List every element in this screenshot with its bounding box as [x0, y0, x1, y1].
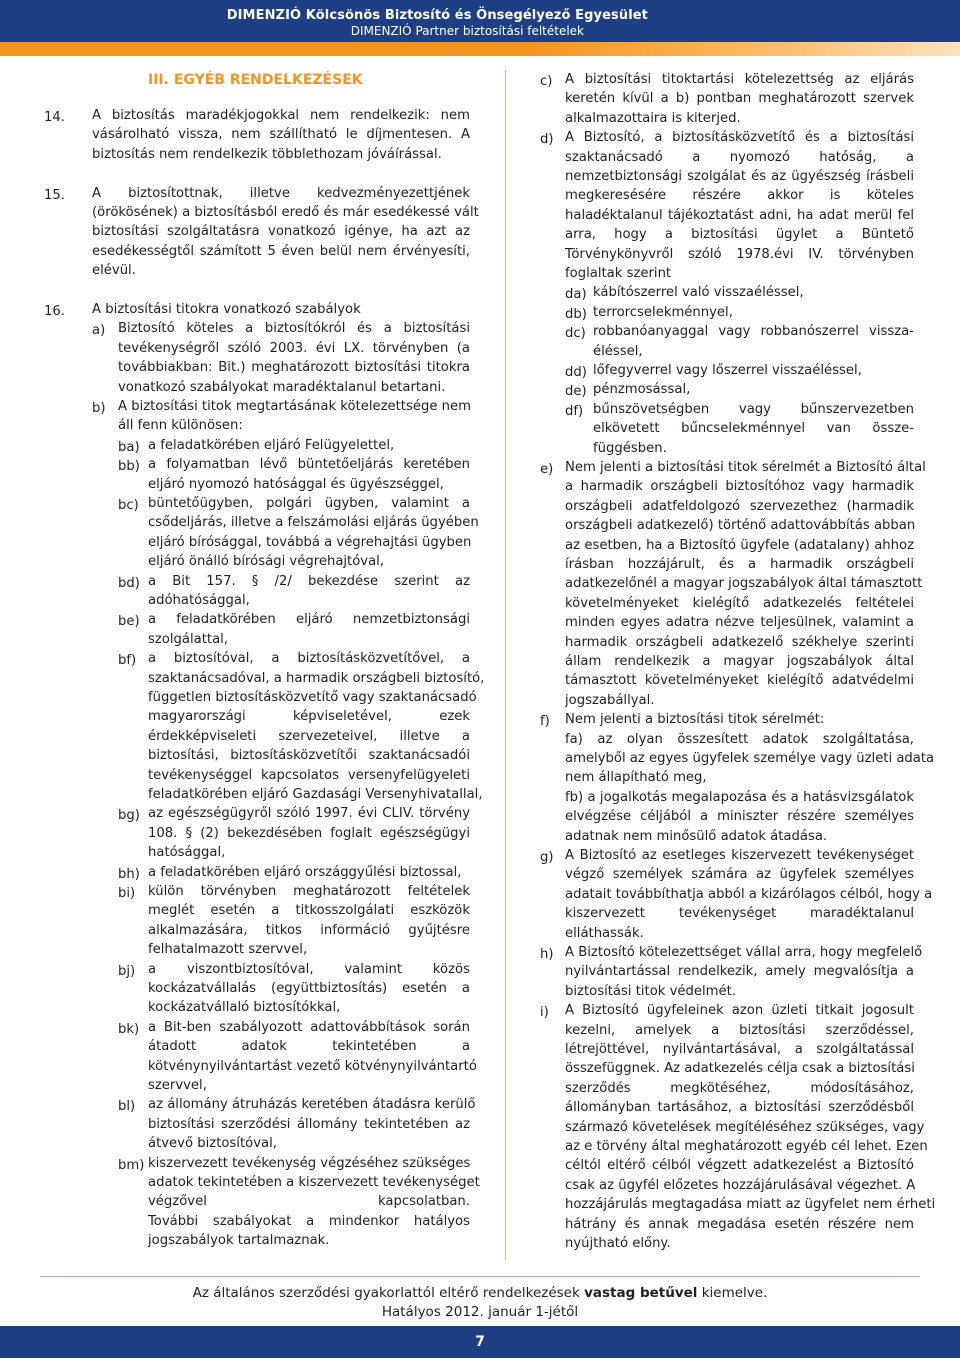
- text-line: A biztosítási titok megtartásának kötelezettsége nem: [118, 399, 471, 414]
- text-line: adóhatósággal,: [148, 593, 250, 608]
- text-line: haladéktalanul tájékoztatást adni, ha adat merül fel: [565, 207, 914, 223]
- item-label: bi): [118, 886, 136, 901]
- item-label: db): [565, 306, 587, 322]
- text-line: a biztosítóval, a biztosításközvetítővel, a: [148, 651, 470, 667]
- text-line: jogszabályok tartalmaznak.: [148, 1233, 330, 1249]
- text-line: bűnszövetségben vagy bűnszervezetben: [593, 401, 914, 417]
- text-line: biztosítási szolgáltatásra vonatkozó igénye, ha azt az: [92, 224, 470, 240]
- item-label: bf): [118, 653, 137, 669]
- text-line: származó követelések megítéléséhez szükséges, vagy: [565, 1119, 925, 1135]
- text-line: 108. § (2) bekezdésében foglalt egészségügyi: [148, 825, 470, 841]
- text-line: adatkezelőnél a magyar jogszabályok által támasztott: [565, 576, 923, 592]
- item-label: bc): [118, 498, 139, 513]
- text-line: a feladatkörében eljáró országgyűlési biztossal,: [148, 864, 462, 880]
- text-line: eljáró önálló bírósági végrehajtóval,: [148, 554, 385, 570]
- text-line: a folyamatban lévő büntetőeljárás keretében: [148, 457, 470, 473]
- text-line: További szabályokat a mindenkor hatályos: [148, 1213, 470, 1229]
- text-line: foglaltak szerint: [565, 266, 672, 281]
- text-line: szaktanácsadóval, a harmadik országbeli biztosító,: [148, 670, 485, 686]
- text-line: továbbiakban: Bit.) meghatározott biztosítási titokra: [118, 360, 470, 376]
- text-line: alkalmazottaira is kiterjed.: [565, 110, 741, 126]
- item-label: bl): [118, 1099, 136, 1115]
- text-line: elkövetett bűncselekménnyel van össze-: [593, 421, 914, 437]
- text-line: biztosítás nem rendelkezik többlethozam jóváírással.: [92, 146, 442, 162]
- text-line: nyújtható előny.: [565, 1236, 671, 1251]
- text-line: kockázatvállaló biztosítókkal,: [148, 1000, 341, 1016]
- text-line: fb) a jogalkotás megalapozása és a hatásvizsgálatok: [565, 789, 914, 805]
- text-line: harmadik országbeli adatkezelő székhelye szerinti: [565, 634, 914, 650]
- text-line: Nem jelenti a biztosítási titok sérelmét a Biztosító által: [565, 460, 926, 475]
- item-label: bg): [118, 808, 140, 824]
- item-label: bk): [118, 1021, 140, 1037]
- orange-accent-band: [0, 42, 960, 56]
- text-line: pénzmosással,: [593, 382, 691, 398]
- text-line: független biztosításközvetítő vagy szaktanácsadó: [148, 690, 477, 705]
- text-line: külön törvényben meghatározott feltételek: [148, 884, 470, 899]
- text-line: terrorcselekménnyel,: [593, 304, 733, 320]
- text-line: szerződés megkötéséhez, módosításához,: [565, 1080, 914, 1096]
- text-line: végzővel kapcsolatban.: [148, 1194, 470, 1210]
- item-label: 16.: [44, 304, 65, 319]
- text-line: kezelni, amelyek a biztosítási szerződéssel,: [565, 1022, 914, 1038]
- text-line: arra, hogy a biztosítási ügylet a Büntető: [565, 227, 914, 243]
- text-line: a feladatkörében eljáró Felügyelettel,: [148, 437, 395, 453]
- text-line: létrejöttével, nyilvántartásával, a szolgáltatással: [565, 1042, 914, 1057]
- text-line: kockázatvállalás (együttbiztosítás) esetén a: [148, 981, 470, 996]
- text-line: amelyből az egyes ügyfelek személye vagy üzleti adata: [565, 751, 935, 766]
- text-line: érdekképviseleti szervezeteivel, illetve a: [148, 728, 470, 744]
- item-label: c): [540, 74, 553, 89]
- text-line: A Biztosító ügyfeleinek azon üzleti titkait jogosult: [565, 1003, 914, 1019]
- text-line: adatnak nem minősülő adatok átadása.: [565, 828, 828, 844]
- text-line: éléssel,: [593, 343, 643, 359]
- footer-note-text: Az általános szerződési gyakorlattól eltérő rendelkezések: [192, 1285, 585, 1301]
- text-line: elvégzése céljából a miniszter részére személyes: [565, 809, 914, 825]
- item-label: de): [565, 384, 587, 400]
- text-line: Törvénykönyvről szóló 1978.évi IV. törvényben: [565, 246, 914, 262]
- item-label: b): [92, 401, 106, 416]
- text-line: megkeresésére részére akkor is köteles: [565, 188, 914, 204]
- text-line: kötvénynyilvántartást vezető kötvénynyilvántartó: [148, 1058, 477, 1074]
- text-line: minden egyes adatra nézve teljesülnek, valamint a: [565, 615, 914, 631]
- item-label: 14.: [44, 110, 65, 125]
- text-line: a Bit 157. § /2/ bekezdése szerint az: [148, 573, 470, 589]
- item-label: da): [565, 287, 587, 303]
- text-line: hátrány és annak megadása esetén részére nem: [565, 1216, 914, 1232]
- item-label: bb): [118, 459, 140, 475]
- item-label: 15.: [44, 187, 65, 203]
- item-label: bm): [118, 1157, 145, 1173]
- text-line: felhatalmazott szervvel,: [148, 942, 308, 958]
- text-line: A biztosítási titokra vonatkozó szabályok: [92, 302, 361, 317]
- text-line: lőfegyverrel vagy lőszerrel visszaéléssel,: [593, 363, 862, 378]
- item-label: dc): [565, 326, 586, 342]
- text-line: biztosítási szerződési állomány tekintetében az: [148, 1116, 470, 1132]
- text-line: állam rendelkezik a magyar jogszabályok által: [565, 654, 914, 669]
- text-line: függésben.: [593, 440, 667, 456]
- text-line: az állomány átruházás keretében átadásra kerülő: [148, 1097, 476, 1113]
- page-number: 7: [475, 1334, 485, 1350]
- section-title: III. EGYÉB RENDELKEZÉSEK: [148, 72, 363, 88]
- footer-note-bold: vastag betűvel: [584, 1285, 698, 1301]
- text-line: az egészségügyről szóló 1997. évi CLIV. törvény: [148, 806, 470, 822]
- text-line: állományban tartásához, a biztosítási szerződésből: [565, 1100, 914, 1116]
- text-line: összefüggnek. Az adatkezelés célja csak a biztosítási: [565, 1061, 915, 1077]
- text-line: (örökösének) a biztosításból eredő és már esedékessé vált: [92, 205, 479, 220]
- header-subtitle: DIMENZIÓ Partner biztosítási feltételek: [350, 24, 584, 38]
- text-line: adatok tekintetében a kiszervezett tevékenységet: [148, 1175, 480, 1190]
- item-label: d): [540, 132, 554, 148]
- text-line: Biztosító köteles a biztosítókról és a biztosítási: [118, 321, 470, 337]
- item-label: f): [540, 714, 550, 730]
- effective-date: Hatályos 2012. január 1-jétől: [381, 1304, 579, 1320]
- text-line: országbeli adatfeldolgozó szervezethez (harmadik: [565, 498, 914, 514]
- text-line: átvevő biztosítóval,: [148, 1136, 277, 1152]
- item-label: i): [540, 1005, 549, 1021]
- text-line: kábítószerrel való visszaéléssel,: [593, 285, 804, 301]
- text-line: A Biztosító az esetleges kiszervezett tevékenységet: [565, 848, 914, 863]
- text-line: nemzetbiztonsági szolgálat és az ügyészség írásbeli: [565, 169, 914, 184]
- text-line: büntetőügyben, polgári ügyben, valamint a: [148, 496, 470, 511]
- text-line: biztosítási, biztosításközvetítői szaktanácsadói: [148, 748, 470, 764]
- text-line: szervvel,: [148, 1078, 207, 1093]
- text-line: az e törvény által meghatározott egyéb cél lehet. Ezen: [565, 1139, 928, 1154]
- item-label: a): [92, 323, 106, 339]
- text-line: A Biztosító, a biztosításközvetítő és a biztosítási: [565, 130, 914, 146]
- text-line: csak az ügyfél előzetes hozzájárulásával végezhet. A: [565, 1177, 916, 1193]
- text-line: Nem jelenti a biztosítási titok sérelmét:: [565, 712, 825, 728]
- text-line: szolgálattal,: [148, 631, 229, 647]
- text-line: robbanóanyaggal vagy robbanószerrel vissza-: [593, 324, 914, 340]
- text-line: A biztosítottnak, illetve kedvezményezettjének: [92, 185, 470, 201]
- item-label: ba): [118, 439, 140, 455]
- text-line: meglét esetén a titkosszolgálati eszközök: [148, 903, 470, 919]
- text-line: jogszabállyal.: [565, 692, 655, 708]
- item-label: bh): [118, 866, 140, 882]
- text-line: céltól eltérő célból végzett adatkezelést a Biztosító: [565, 1158, 914, 1174]
- text-line: áll fenn különösen:: [118, 418, 243, 434]
- text-line: tevékenységgel kapcsolatos versenyfelügyeleti: [148, 767, 470, 783]
- text-line: nem állapítható meg,: [565, 770, 707, 786]
- text-line: magyarországi képviseletével, ezek: [148, 709, 470, 725]
- text-line: a viszontbiztosítóval, valamint közös: [148, 961, 470, 977]
- text-line: biztosítási titok védelmét.: [565, 983, 736, 999]
- text-line: országbeli adatkezelő) történő adattovábbítás abban: [565, 518, 916, 534]
- text-line: a Bit-ben szabályozott adattovábbítások során: [148, 1019, 470, 1035]
- text-line: adatait továbbíthatja abból a kizárólagos célból, hogy a: [565, 886, 933, 902]
- text-line: vonatkozó szabályokat maradéktalanul betartani.: [118, 379, 446, 395]
- text-line: fa) az olyan összesített adatok szolgáltatása,: [565, 731, 914, 747]
- text-line: vásárolható vissza, nem szállítható le díjmentesen. A: [92, 127, 470, 143]
- text-line: hozzájárulás megtagadása miatt az ügyfelet nem érheti: [565, 1197, 936, 1213]
- text-line: A Biztosító kötelezettséget vállal arra, hogy megfelelő: [565, 945, 923, 960]
- item-label: e): [540, 462, 554, 477]
- item-label: df): [565, 403, 584, 419]
- text-line: A biztosítási titoktartási kötelezettség az eljárás: [565, 72, 914, 87]
- text-line: csődeljárás, illetve a felszámolási eljárás ügyében: [148, 515, 479, 531]
- footer-note-tail: kiemelve.: [697, 1285, 768, 1301]
- text-line: keretén kívül a b) pontban meghatározott szervek: [565, 91, 914, 107]
- text-line: végző személyek számára az ügyfelek személyes: [565, 867, 914, 883]
- text-line: eljáró nyomozó hatósággal és ügyészséggel,: [148, 476, 444, 492]
- text-line: kiszervezett tevékenység végzéséhez szükséges: [148, 1155, 471, 1171]
- text-line: hatósággal,: [148, 845, 226, 861]
- item-label: g): [540, 850, 554, 865]
- column-divider: [505, 70, 506, 1260]
- text-line: kiszervezett tevékenységet maradéktalanul: [565, 906, 914, 922]
- item-label: bd): [118, 575, 140, 591]
- header-band: [0, 0, 960, 42]
- text-line: támasztott követelményeket kielégítő adatvédelmi: [565, 673, 914, 689]
- text-line: a feladatkörében eljáró nemzetbiztonsági: [148, 612, 470, 628]
- text-line: szaktanácsadó a nyomozó hatóság, a: [565, 149, 914, 165]
- item-label: dd): [565, 365, 587, 380]
- text-line: a harmadik országbeli biztosítóhoz vagy harmadik: [565, 479, 914, 495]
- text-line: esedékességtől számított 5 éven belül nem érvényesíti,: [92, 243, 470, 259]
- item-label: bj): [118, 963, 136, 979]
- text-line: tevékenységről szóló 2003. évi LX. törvényben (a: [118, 340, 470, 356]
- text-line: írásban hozzájárult, és a harmadik országbeli: [565, 557, 914, 572]
- header-org-name: DIMENZIÓ Kölcsönös Biztosító és Önsegélyező Egyesület: [226, 8, 648, 23]
- text-line: A biztosítás maradékjogokkal nem rendelkezik: nem: [92, 108, 470, 123]
- text-line: eljáró bírósággal, továbbá a végrehajtási ügyben: [148, 534, 472, 550]
- text-line: nyilvántartással rendelkezik, amely megvalósítja a: [565, 964, 914, 980]
- text-line: feladatkörében eljáró Gazdasági Versenyhivatallal,: [148, 787, 483, 802]
- text-line: alkalmazására, titkos információ gyűjtésre: [148, 922, 470, 938]
- text-line: elláthassák.: [565, 925, 644, 941]
- item-label: h): [540, 947, 554, 962]
- item-label: be): [118, 614, 140, 630]
- footer-rule: [40, 1276, 920, 1277]
- text-line: az esetben, ha a Biztosító ügyfele (adatalany) ahhoz: [565, 537, 914, 553]
- footer-note: [0, 1284, 960, 1322]
- text-line: átadott adatok tekintetében a: [148, 1039, 470, 1055]
- text-line: követelményeket kielégítő adatkezelés feltételei: [565, 595, 914, 611]
- text-line: elévül.: [92, 263, 136, 279]
